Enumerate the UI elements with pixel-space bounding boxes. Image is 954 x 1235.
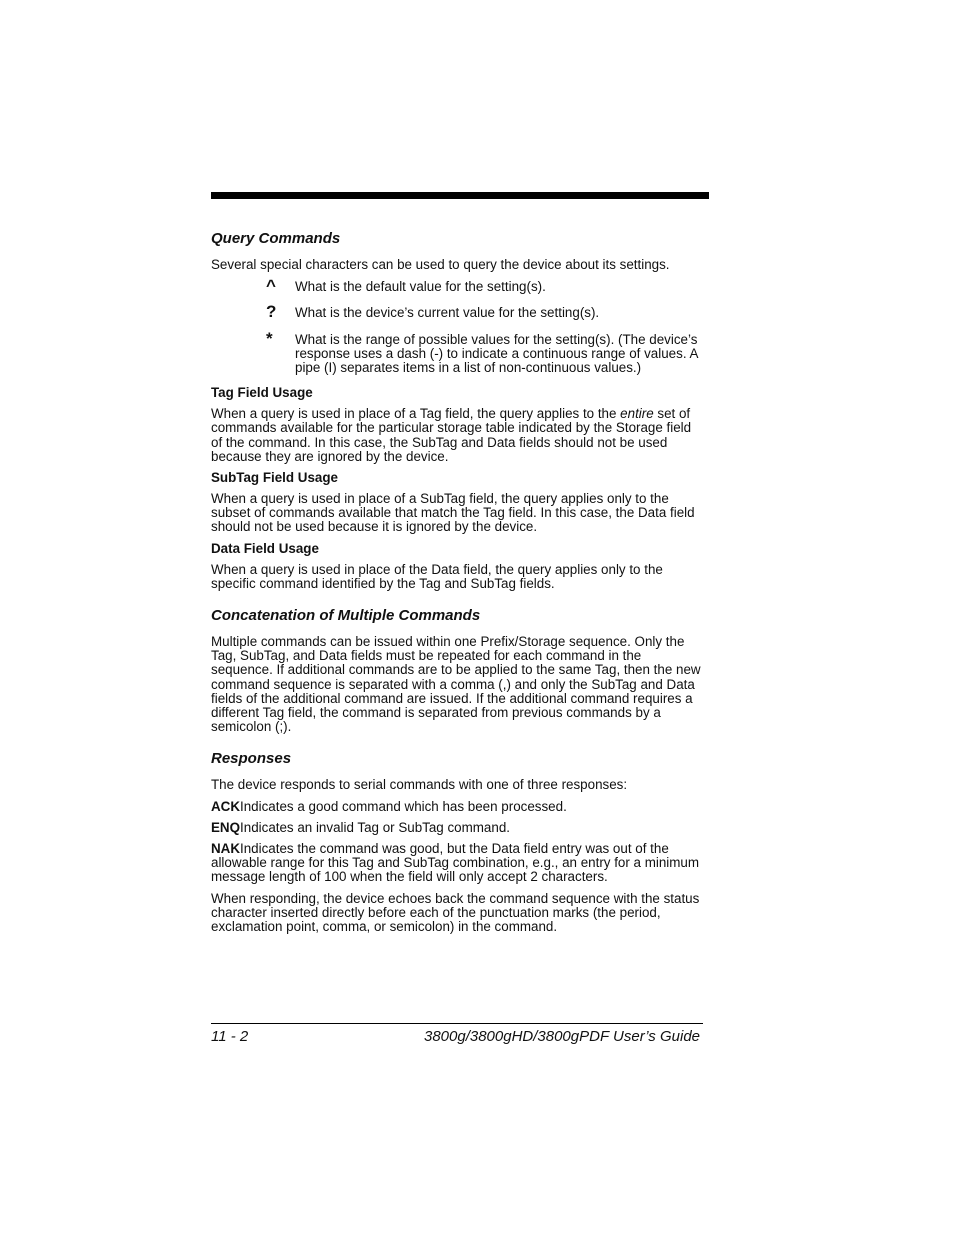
response-nak [211, 842, 701, 885]
query-item-text: What is the device’s current value for the setting(s). [295, 305, 600, 321]
response-text: Indicates the command was good, but the Data field entry was out of the allowable range for this Tag and SubTag combination, e.g., an entry for a minimum message length of 100 when the field will only accept 2 characters. [211, 841, 700, 885]
data-field-heading: Data Field Usage [211, 540, 319, 556]
tag-field-text [211, 407, 701, 464]
query-item-range [211, 328, 701, 376]
response-code: ACK [211, 798, 241, 814]
tag-text-emphasis: entire [620, 406, 654, 422]
caret-symbol: ^ [266, 276, 276, 296]
section-title-concat: Concatenation of Multiple Commands [211, 607, 481, 625]
response-text: Indicates a good command which has been processed. [240, 798, 567, 814]
concat-section [211, 607, 701, 734]
query-item-text: What is the default value for the setting(s). [295, 279, 546, 295]
footer-rule [211, 1023, 703, 1024]
header-rule [211, 192, 709, 199]
query-item-default [211, 278, 701, 294]
tag-text-part: set of commands available for the particular storage table indicated by the Storage field of the command. In this case, the SubTag and Data fields should not be used because they are ignored by the device. [211, 406, 692, 464]
tag-field-heading: Tag Field Usage [211, 385, 313, 401]
response-code: ENQ [211, 819, 241, 835]
page-content [211, 230, 701, 941]
subtag-field-text: When a query is used in place of a SubTag field, the query applies only to the subset of commands available that match the Tag field. In this case, the Data field should not be used because it is ignored by the device. [211, 491, 695, 535]
subtag-field-heading: SubTag Field Usage [211, 470, 338, 486]
response-ack [211, 800, 701, 814]
query-symbol-list [211, 278, 701, 375]
tag-text-part: When a query is used in place of a Tag field, the query applies to the [211, 406, 621, 422]
responses-closing: When responding, the device echoes back the command sequence with the status character inserted directly before each of the punctuation marks (the period, exclamation point, comma, or semicolon) in the command. [211, 890, 700, 935]
response-text: Indicates an invalid Tag or SubTag command. [240, 819, 510, 835]
response-enq [211, 821, 701, 835]
data-field-text: When a query is used in place of the Data field, the query applies only to the specific command identified by the Tag and SubTag fields. [211, 561, 663, 591]
query-intro: Several special characters can be used to query the device about its settings. [211, 257, 670, 272]
responses-intro: The device responds to serial commands with one of three responses: [211, 777, 628, 793]
responses-section [211, 750, 701, 934]
concat-text: Multiple commands can be issued within one Prefix/Storage sequence. Only the Tag, SubTag, and Data fields must be repeated for each command in the sequence. If additional commands are to be applied to the same Tag, then the new command sequence is separated with a comma (,) and only the SubTag and Data fields of the additional command are issued. If the additional command requires a different Tag field, the command is separated from previous commands by a semicolon (;). [211, 634, 701, 735]
response-code: NAK [211, 841, 241, 857]
guide-title: 3800g/3800gHD/3800gPDF User’s Guide [423, 1028, 700, 1045]
question-symbol: ? [266, 302, 277, 322]
section-title-responses: Responses [211, 750, 292, 768]
section-title-query: Query Commands [211, 230, 341, 247]
query-item-current [211, 304, 701, 320]
page-number: 11 - 2 [211, 1028, 249, 1045]
asterisk-symbol: * [266, 328, 273, 348]
query-item-text: What is the range of possible values for the setting(s). (The device’s response uses a dash (-) to indicate a continuous range of values. A pipe (I) separates items in a list of non-continuous values.) [295, 331, 698, 376]
